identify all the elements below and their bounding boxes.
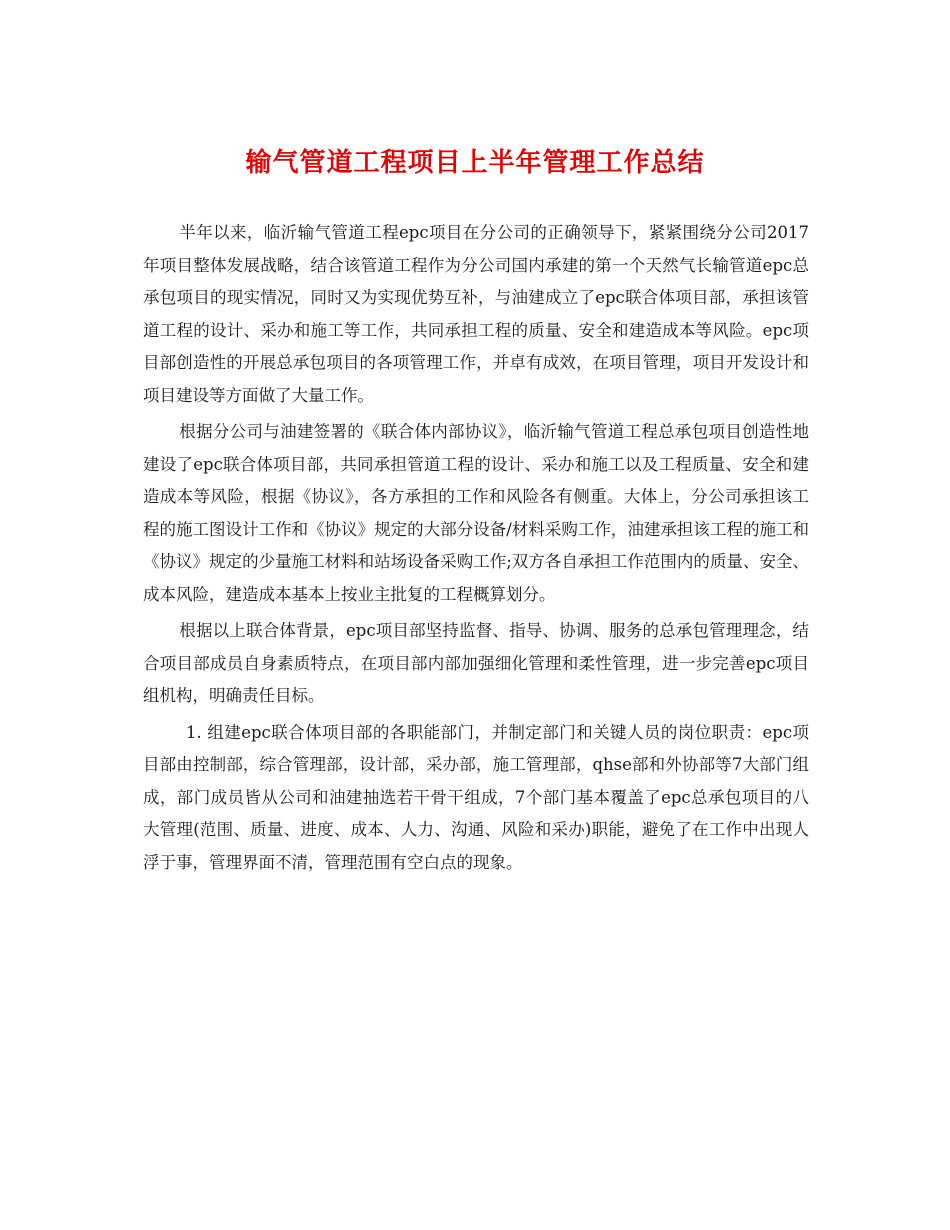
paragraph-2: 根据分公司与油建签署的《联合体内部协议》，临沂输气管道工程总承包项目创造性地建设了epc联合体项目部，共同承担管道工程的设计、采办和施工以及工程质量、安全和建造成本等风险，根据《协议》，各方承担的工作和风险各有侧重。大体上，分公司承担该工程的施工图设计工作和《协议》规定的大部分设备/材料采购工作，油建承担该工程的施工和《协议》规定的少量施工材料和站场设备采购工作;双方各自承担工作范围内的质量、安全、成本风险，建造成本基本上按业主批复的工程概算划分。: [143, 422, 809, 604]
paragraph-4: 1. 组建epc联合体项目部的各职能部门，并制定部门和关键人员的岗位职责：epc项目部由控制部，综合管理部，设计部，采办部，施工管理部，qhse部和外协部等7大部门组成，部门成员皆从公司和油建抽选若干骨干组成，7个部门基本覆盖了epc总承包项目的八大管理(范围、质量、进度、成本、人力、沟通、风险和采办)职能，避免了在工作中出现人浮于事，管理界面不清，管理范围有空白点的现象。: [143, 722, 809, 872]
document-body: [143, 217, 809, 879]
paragraph-1: 半年以来，临沂输气管道工程epc项目在分公司的正确领导下，紧紧围绕分公司2017年项目整体发展战略，结合该管道工程作为分公司国内承建的第一个天然气长输管道epc总承包项目的现实情况，同时又为实现优势互补，与油建成立了epc联合体项目部，承担该管道工程的设计、采办和施工等工作，共同承担工程的质量、安全和建造成本等风险。epc项目部创造性的开展总承包项目的各项管理工作，并卓有成效，在项目管理，项目开发设计和项目建设等方面做了大量工作。: [143, 223, 809, 405]
paragraph-3: 根据以上联合体背景，epc项目部坚持监督、指导、协调、服务的总承包管理理念，结合项目部成员自身素质特点，在项目部内部加强细化管理和柔性管理，进一步完善epc项目组机构，明确责任目标。: [143, 621, 809, 705]
document-title: 输气管道工程项目上半年管理工作总结: [245, 148, 705, 178]
